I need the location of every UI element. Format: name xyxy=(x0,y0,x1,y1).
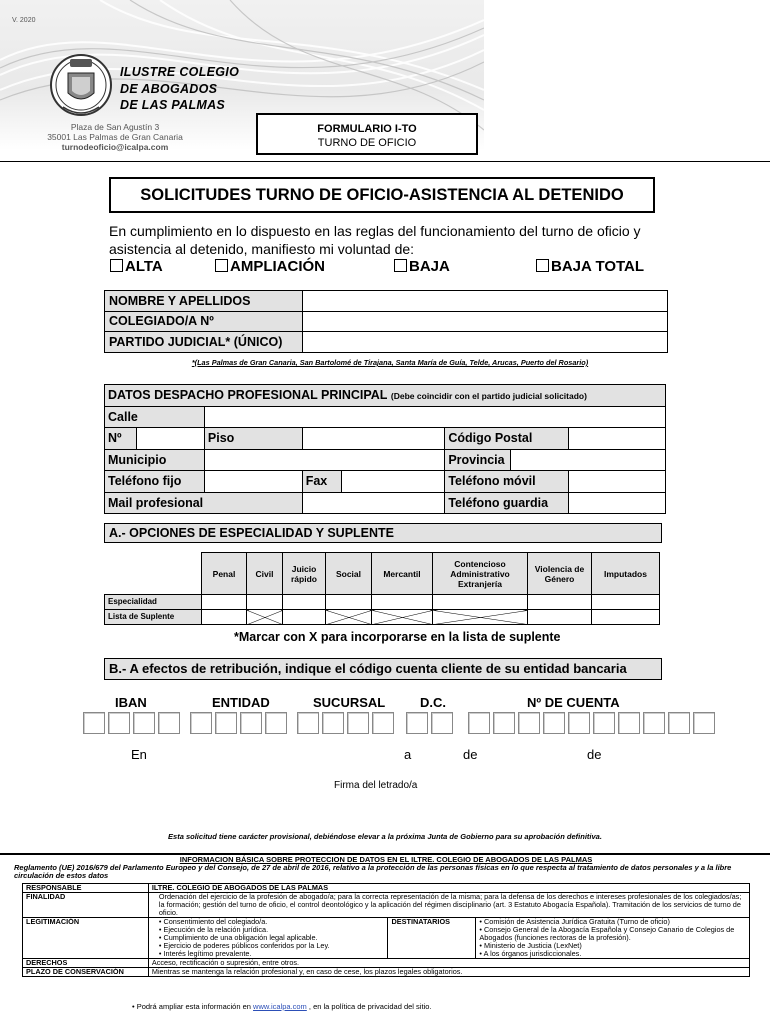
suplente-penal[interactable] xyxy=(202,610,247,625)
baja-total-checkbox[interactable] xyxy=(536,259,549,272)
sucursal-digit[interactable] xyxy=(322,712,344,734)
college-seal-logo xyxy=(48,45,114,125)
more-info-prefix: • Podrá ampliar esta información en xyxy=(132,1002,254,1011)
cell-penal[interactable] xyxy=(202,595,247,610)
provincia-label: Provincia xyxy=(445,449,511,471)
form-id-box xyxy=(256,113,478,155)
table-row xyxy=(23,968,750,977)
numero-label: Nº xyxy=(105,428,137,450)
suplente-imputados[interactable] xyxy=(592,610,660,625)
cell-imputados[interactable] xyxy=(592,595,660,610)
iban-digit[interactable] xyxy=(83,712,105,734)
mail-label: Mail profesional xyxy=(105,492,303,514)
sucursal-label: SUCURSAL xyxy=(313,695,386,710)
municipio-field[interactable] xyxy=(204,449,444,471)
day-label: a xyxy=(404,747,412,762)
entidad-digit[interactable] xyxy=(240,712,262,734)
form-code: FORMULARIO I-TO xyxy=(317,123,417,135)
table-row xyxy=(105,449,666,471)
calle-label: Calle xyxy=(105,406,205,428)
iban-digit[interactable] xyxy=(133,712,155,734)
list-item: • Consentimiento del colegiado/a. xyxy=(159,918,385,926)
table-row xyxy=(105,332,668,353)
nombre-label: NOMBRE Y APELLIDOS xyxy=(105,291,303,312)
entidad-digit[interactable] xyxy=(190,712,212,734)
plazo-key: PLAZO DE CONSERVACIÓN xyxy=(23,968,149,977)
suplente-violencia[interactable] xyxy=(528,610,592,625)
table-row xyxy=(105,428,666,450)
office-data-table xyxy=(104,384,666,514)
piso-label: Piso xyxy=(204,428,302,450)
calle-field[interactable] xyxy=(204,406,665,428)
entidad-boxes xyxy=(190,712,290,734)
partido-judicial-note: *(Las Palmas de Gran Canaria, San Bartolomé de Tirajana, Santa María de Guía, Telde, Arucas, Puerto del Rosario) xyxy=(191,358,589,367)
org-line-3: DE LAS PALMAS xyxy=(120,98,226,112)
list-item: • Comisión de Asistencia Jurídica Gratuita (Turno de oficio) xyxy=(479,918,746,926)
signature-label: Firma del letrado/a xyxy=(334,780,418,791)
option-baja-total[interactable] xyxy=(536,258,644,275)
cuenta-boxes xyxy=(468,712,718,734)
more-info-line xyxy=(132,1002,431,1011)
option-alta-label: ALTA xyxy=(125,258,163,275)
derechos-value: Acceso, rectificación o supresión, entre otros. xyxy=(148,959,749,968)
section-a-heading: A.- OPCIONES DE ESPECIALIDAD Y SUPLENTE xyxy=(104,523,662,543)
entidad-digit[interactable] xyxy=(215,712,237,734)
entidad-label: ENTIDAD xyxy=(212,695,270,710)
cuenta-digit[interactable] xyxy=(568,712,590,734)
codigo-postal-label: Código Postal xyxy=(445,428,569,450)
provincia-field[interactable] xyxy=(511,449,666,471)
legitimacion-key: LEGITIMACIÓN xyxy=(23,918,149,959)
privacy-header xyxy=(14,856,758,880)
table-row xyxy=(105,553,660,595)
telefono-movil-field[interactable] xyxy=(569,471,666,493)
piso-field[interactable] xyxy=(302,428,445,450)
plazo-value: Mientras se mantenga la relación profesional y, en caso de cese, los plazos legales obligatorios. xyxy=(148,968,749,977)
option-alta[interactable] xyxy=(110,258,163,275)
responsable-value: ILTRE. COLEGIO DE ABOGADOS DE LAS PALMAS xyxy=(148,884,749,893)
table-row xyxy=(105,406,666,428)
office-heading-text: DATOS DESPACHO PROFESIONAL PRINCIPAL xyxy=(108,388,388,403)
privacy-regulation: Reglamento (UE) 2016/679 del Parlamento Europeo y del Consejo, de 27 de abril de 2016, relativo a la protección de las personas físicas en lo que respecta al tratamiento de datos personales y a la libre circulación de estos datos xyxy=(14,863,732,880)
cell-mercantil[interactable] xyxy=(372,595,433,610)
privacy-table xyxy=(22,883,750,977)
baja-checkbox[interactable] xyxy=(394,259,407,272)
colegiado-field[interactable] xyxy=(303,311,668,332)
cuenta-digit[interactable] xyxy=(668,712,690,734)
col-civil: Civil xyxy=(247,553,283,595)
table-row xyxy=(105,595,660,610)
colegiado-label: COLEGIADO/A Nº xyxy=(105,311,303,332)
suplente-civil-crossed xyxy=(247,610,283,625)
telefono-movil-label: Teléfono móvil xyxy=(445,471,569,493)
cell-contencioso[interactable] xyxy=(433,595,528,610)
option-ampliacion-label: AMPLIACIÓN xyxy=(230,258,325,275)
municipio-label: Municipio xyxy=(105,449,205,471)
destinatarios-value xyxy=(476,918,750,959)
table-row xyxy=(105,291,668,312)
iban-digit[interactable] xyxy=(158,712,180,734)
form-name: TURNO DE OFICIO xyxy=(317,137,417,149)
address-line-2: 35001 Las Palmas de Gran Canaria xyxy=(47,132,183,142)
cell-civil[interactable] xyxy=(247,595,283,610)
provisional-note: Esta solicitud tiene carácter provisional, debiéndose elevar a la próxima Junta de Gobierno para su aprobación definitiva. xyxy=(168,832,602,841)
cuenta-digit[interactable] xyxy=(593,712,615,734)
version-label: V. 2020 xyxy=(12,17,36,24)
specialty-table xyxy=(104,552,660,625)
list-item: • Cumplimiento de una obligación legal aplicable. xyxy=(159,934,385,942)
option-ampliacion[interactable] xyxy=(215,258,325,275)
table-row xyxy=(105,385,666,407)
table-row xyxy=(105,471,666,493)
derechos-key: DERECHOS xyxy=(23,959,149,968)
finalidad-value: Ordenación del ejercicio de la profesión de abogado/a; para la correcta representación de la misma; para la defensa de los derechos e intereses profesionales de los colegiados/as; la formación; gestión del turno de oficio, el control deontológico y la aplicación del régimen disciplinario (art. 3 Estatuto Abogacía Española). Tramitación de los servicios de turno de oficio. xyxy=(148,893,749,918)
legitimacion-value xyxy=(148,918,388,959)
website-link[interactable]: www.icalpa.com xyxy=(253,1002,307,1011)
nombre-field[interactable] xyxy=(303,291,668,312)
cuenta-digit[interactable] xyxy=(468,712,490,734)
ampliacion-checkbox[interactable] xyxy=(215,259,228,272)
list-item: • Ejercicio de poderes públicos conferidos por la Ley. xyxy=(159,942,385,950)
telefono-guardia-label: Teléfono guardia xyxy=(445,492,569,514)
col-imputados: Imputados xyxy=(592,553,660,595)
col-penal: Penal xyxy=(202,553,247,595)
privacy-heading: INFORMACION BÁSICA SOBRE PROTECCION DE DATOS EN EL ILTRE. COLEGIO DE ABOGADOS DE LAS PALMAS xyxy=(179,855,593,864)
cell-social[interactable] xyxy=(326,595,372,610)
cuenta-digit[interactable] xyxy=(693,712,715,734)
place-label: En xyxy=(131,747,147,762)
suplente-contencioso-crossed xyxy=(433,610,528,625)
sucursal-boxes xyxy=(297,712,397,734)
option-baja-label: BAJA xyxy=(409,258,450,275)
option-baja-total-label: BAJA TOTAL xyxy=(551,258,645,275)
page-title: SOLICITUDES TURNO DE OFICIO-ASISTENCIA AL DETENIDO xyxy=(109,177,655,213)
telefono-fijo-field[interactable] xyxy=(204,471,302,493)
col-mercantil: Mercantil xyxy=(372,553,433,595)
iban-digit[interactable] xyxy=(108,712,130,734)
table-row xyxy=(23,918,750,959)
cuenta-digit[interactable] xyxy=(493,712,515,734)
suplente-mercantil-crossed xyxy=(372,610,433,625)
dc-boxes xyxy=(406,712,456,734)
list-item: • Consejo General de la Abogacía Española y Consejo Canario de Colegios de Abogados (funciones rectoras de la profesión). xyxy=(479,926,746,942)
dc-digit[interactable] xyxy=(406,712,428,734)
office-heading xyxy=(105,385,666,407)
col-juicio-rapido: Juicio rápido xyxy=(283,553,326,595)
option-baja[interactable] xyxy=(394,258,450,275)
cuenta-label: Nº DE CUENTA xyxy=(527,695,620,710)
telefono-fijo-label: Teléfono fijo xyxy=(105,471,205,493)
suplente-juicio[interactable] xyxy=(283,610,326,625)
row-especialidad: Especialidad xyxy=(105,595,202,610)
table-row xyxy=(105,610,660,625)
row-suplente: Lista de Suplente xyxy=(105,610,202,625)
intro-text: En cumplimiento en lo dispuesto en las reglas del funcionamiento del turno de oficio y asistencia al detenido, manifiesto mi voluntad de: xyxy=(109,223,641,257)
sucursal-digit[interactable] xyxy=(347,712,369,734)
address-line-1: Plaza de San Agustín 3 xyxy=(70,122,160,132)
destinatarios-key: DESTINATARIOS xyxy=(388,918,476,959)
numero-field[interactable] xyxy=(136,428,204,450)
sucursal-digit[interactable] xyxy=(297,712,319,734)
col-contencioso: Contencioso Administrativo Extranjería xyxy=(433,553,528,595)
sucursal-digit[interactable] xyxy=(372,712,394,734)
org-address xyxy=(20,122,210,152)
suplente-social-crossed xyxy=(326,610,372,625)
cuenta-digit[interactable] xyxy=(518,712,540,734)
office-heading-note: (Debe coincidir con el partido judicial solicitado) xyxy=(390,391,587,402)
codigo-postal-field[interactable] xyxy=(569,428,666,450)
cuenta-digit[interactable] xyxy=(643,712,665,734)
list-item: • Ministerio de Justicia (LexNet) xyxy=(479,942,746,950)
cuenta-digit[interactable] xyxy=(618,712,640,734)
list-item: • Interés legítimo prevalente. xyxy=(159,950,385,958)
finalidad-key: FINALIDAD xyxy=(23,893,149,918)
cell-juicio[interactable] xyxy=(283,595,326,610)
list-item: • A los órganos jurisdiccionales. xyxy=(479,950,746,958)
section-b-heading: B.- A efectos de retribución, indique el código cuenta cliente de su entidad bancaria xyxy=(104,658,662,680)
telefono-guardia-field[interactable] xyxy=(569,492,666,514)
partido-judicial-field[interactable] xyxy=(303,332,668,353)
dc-digit[interactable] xyxy=(431,712,453,734)
fax-field[interactable] xyxy=(341,471,445,493)
org-line-2: DE ABOGADOS xyxy=(120,81,218,96)
year-label: de xyxy=(587,747,602,762)
col-violencia: Violencia de Género xyxy=(528,553,592,595)
alta-checkbox[interactable] xyxy=(110,259,123,272)
iban-label: IBAN xyxy=(115,695,147,710)
cell-violencia[interactable] xyxy=(528,595,592,610)
partido-judicial-label: PARTIDO JUDICIAL* (ÚNICO) xyxy=(105,332,303,353)
table-row xyxy=(105,492,666,514)
org-line-1: ILUSTRE COLEGIO xyxy=(120,65,240,79)
header-divider xyxy=(0,161,770,162)
mail-field[interactable] xyxy=(302,492,445,514)
list-item: • Ejecución de la relación jurídica. xyxy=(159,926,385,934)
org-name xyxy=(120,64,239,114)
month-label: de xyxy=(463,747,478,762)
personal-data-table xyxy=(104,290,668,353)
cuenta-digit[interactable] xyxy=(543,712,565,734)
more-info-suffix: , en la política de privacidad del sitio. xyxy=(306,1002,432,1011)
contact-email[interactable]: turnodeoficio@icalpa.com xyxy=(61,142,169,152)
responsable-key: RESPONSABLE xyxy=(23,884,149,893)
table-row xyxy=(105,311,668,332)
fax-label: Fax xyxy=(302,471,341,493)
suplente-footnote: *Marcar con X para incorporarse en la lista de suplente xyxy=(234,630,561,644)
iban-boxes xyxy=(83,712,183,734)
entidad-digit[interactable] xyxy=(265,712,287,734)
dc-label: D.C. xyxy=(420,695,446,710)
table-row xyxy=(23,893,750,918)
col-social: Social xyxy=(326,553,372,595)
